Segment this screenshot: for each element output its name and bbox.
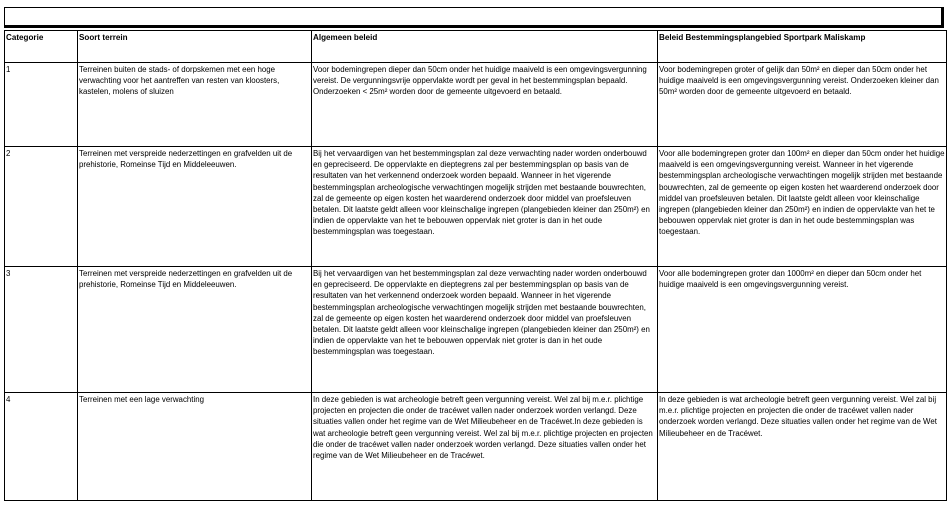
cell-soort-terrein: Terreinen buiten de stads- of dorpskemen met een hoge verwachting voor het aantreffen van resten van kloosters, kastelen, molens of sluizen bbox=[78, 63, 312, 147]
cell-categorie: 2 bbox=[5, 147, 78, 267]
cell-beleid-plangebied: Voor alle bodemingrepen groter dan 100m² en dieper dan 50cm onder het huidige maaiveld is een omgevingsvergunning vereist. Wanneer in het vigerende bestemmingsplan archeologische verwachtingen mogelijk strijden met bestaande bouwrechten, zal de gemeente op eigen kosten het waarderend onderzoek door middel van proefsleuven betalen. Dit laatste geldt alleen voor kleinschalige ingrepen (plangebieden kleiner dan 250m²) en indien de oppervlakte van het te bebouwen oppervlak niet groter is dan in het oude bestemmingsplan was toegestaan. bbox=[658, 147, 947, 267]
cell-algemeen-beleid: Bij het vervaardigen van het bestemmingsplan zal deze verwachting nader worden onderbouwd en gepreciseerd. De oppervlakte en dieptegrens zal per bestemmingsplan op basis van de resultaten van het verkennend onderzoek worden bepaald. Wanneer in het vigerende bestemmingsplan archeologische verwachtingen mogelijk strijden met bestaande bouwrechten, zal de gemeente op eigen kosten het waarderend onderzoek door middel van proefsleuven betalen. Dit laatste geldt alleen voor kleinschalige ingrepen (plangebieden kleiner dan 250m²) en indien de oppervlakte van het te bebouwen oppervlak niet groter is dan in het oude bestemmingsplan was toegestaan. bbox=[312, 267, 658, 393]
cell-categorie: 1 bbox=[5, 63, 78, 147]
cell-beleid-plangebied: In deze gebieden is wat archeologie betreft geen vergunning vereist. Wel zal bij m.e.r. plichtige projecten en projecten die onder de tracéwet vallen nader onderzoek worden verlangd. Deze situaties vallen onder het regime van de Wet Milieubeheer en de Tracéwet. bbox=[658, 393, 947, 501]
table-row bbox=[5, 393, 947, 501]
cell-soort-terrein: Terreinen met verspreide nederzettingen en grafvelden uit de prehistorie, Romeinse Tijd en Middeleeuwen. bbox=[78, 147, 312, 267]
header-beleid-plangebied: Beleid Bestemmingsplangebied Sportpark Maliskamp bbox=[658, 31, 947, 63]
table-row bbox=[5, 147, 947, 267]
cell-algemeen-beleid: In deze gebieden is wat archeologie betreft geen vergunning vereist. Wel zal bij m.e.r. plichtige projecten en projecten die onder de tracéwet vallen nader onderzoek worden verlangd. Deze situaties vallen onder het regime van de Wet Milieubeheer en de Tracéwet.In deze gebieden is wat archeologie betreft geen vergunning vereist. Wel zal bij m.e.r. plichtige projecten en projecten die onder de tracéwet vallen nader onderzoek worden verlangd. Deze situaties vallen onder het regime van de Wet Milieubeheer en de Tracéwet. bbox=[312, 393, 658, 501]
cell-categorie: 4 bbox=[5, 393, 78, 501]
cell-categorie: 3 bbox=[5, 267, 78, 393]
cell-algemeen-beleid: Bij het vervaardigen van het bestemmingsplan zal deze verwachting nader worden onderbouwd en gepreciseerd. De oppervlakte en dieptegrens zal per bestemmingsplan op basis van de resultaten van het verkennend onderzoek worden bepaald. Wanneer in het vigerende bestemmingsplan archeologische verwachtingen mogelijk strijden met bestaande bouwrechten, zal de gemeente op eigen kosten het waarderend onderzoek door middel van proefsleuven betalen. Dit laatste geldt alleen voor kleinschalige ingrepen (plangebieden kleiner dan 250m²) en indien de oppervlakte van het te bebouwen oppervlak niet groter is dan in het oude bestemmingsplan was toegestaan. bbox=[312, 147, 658, 267]
empty-title-box bbox=[4, 7, 944, 28]
cell-algemeen-beleid: Voor bodemingrepen dieper dan 50cm onder het huidige maaiveld is een omgevingsvergunning vereist. De vergunningsvrije oppervlakte wordt per geval in het bestemmingsplan bepaald. Onderzoeken < 25m² worden door de gemeente uitgevoerd en betaald. bbox=[312, 63, 658, 147]
header-algemeen-beleid: Algemeen beleid bbox=[312, 31, 658, 63]
table-row bbox=[5, 267, 947, 393]
cell-soort-terrein: Terreinen met verspreide nederzettingen en grafvelden uit de prehistorie, Romeinse Tijd en Middeleeuwen. bbox=[78, 267, 312, 393]
table-row bbox=[5, 63, 947, 147]
cell-beleid-plangebied: Voor bodemingrepen groter of gelijk dan 50m² en dieper dan 50cm onder het huidige maaiveld is een omgevingsvergunning vereist. Onderzoeken kleiner dan 50m² worden door de gemeente uitgevoerd en betaald. bbox=[658, 63, 947, 147]
header-soort-terrein: Soort terrein bbox=[78, 31, 312, 63]
cell-beleid-plangebied: Voor alle bodemingrepen groter dan 1000m² en dieper dan 50cm onder het huidige maaiveld is een omgevingsvergunning vereist. bbox=[658, 267, 947, 393]
cell-soort-terrein: Terreinen met een lage verwachting bbox=[78, 393, 312, 501]
archeology-policy-table bbox=[4, 30, 947, 501]
table-header-row bbox=[5, 31, 947, 63]
header-categorie: Categorie bbox=[5, 31, 78, 63]
